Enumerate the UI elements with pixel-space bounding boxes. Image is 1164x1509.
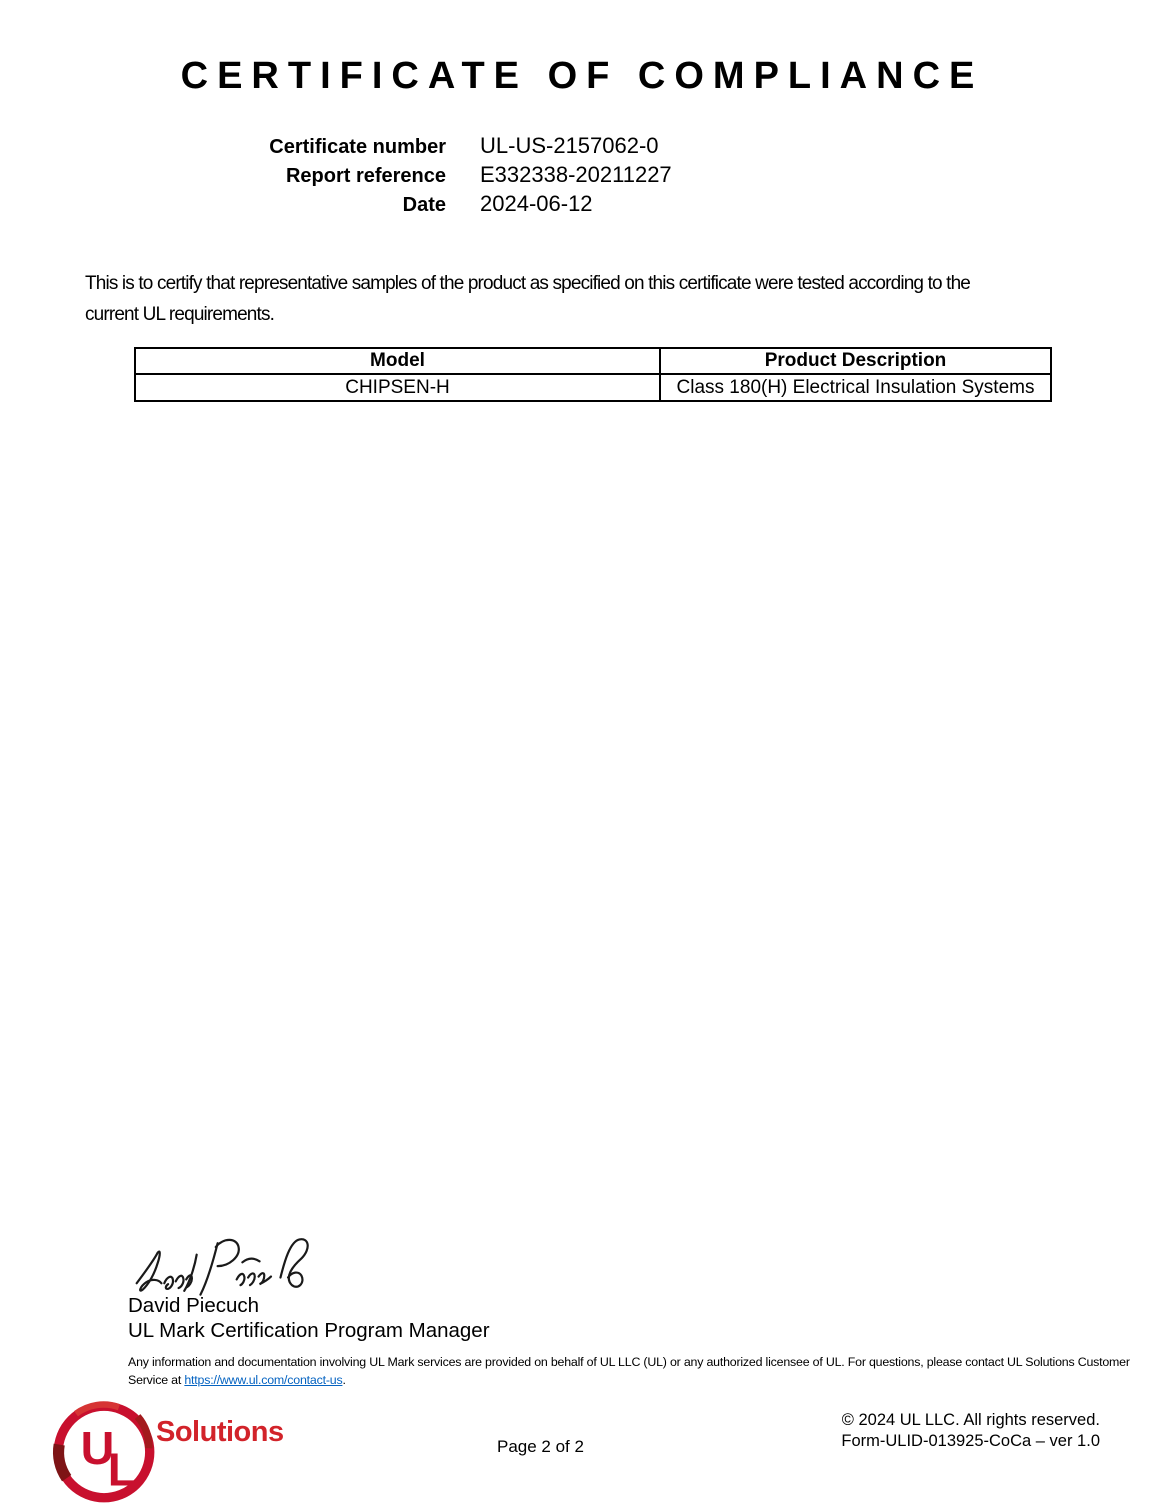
page-title: CERTIFICATE OF COMPLIANCE — [180, 55, 984, 97]
date-label: Date — [402, 194, 446, 216]
signatory-name: David Piecuch — [128, 1294, 260, 1317]
model-cell: CHIPSEN-H — [135, 374, 660, 401]
logo-letter-u: U — [80, 1422, 115, 1475]
meta-row-report-reference — [0, 162, 1164, 191]
certificate-number-value: UL-US-2157062-0 — [480, 133, 659, 158]
report-reference-value: E332338-20211227 — [480, 162, 672, 187]
legal-line1: Any information and documentation involving UL Mark services are provided on behalf of UL LLC (UL) or any authorized licensee of UL. For questions, please contact UL Solutions Customer — [128, 1355, 1130, 1369]
report-reference-label: Report reference — [285, 165, 446, 187]
product-description-column-header: Product Description — [660, 348, 1051, 374]
logo-wordmark: Solutions — [156, 1416, 284, 1448]
certificate-number-label: Certificate number — [269, 136, 446, 158]
page-number: Page 2 of 2 — [497, 1437, 584, 1456]
table-header-row — [135, 348, 1051, 374]
copyright-block — [841, 1410, 1100, 1451]
legal-line2-prefix: Service at — [128, 1372, 185, 1387]
copyright-text: © 2024 UL LLC. All rights reserved. — [841, 1411, 1100, 1429]
legal-disclaimer — [128, 1354, 1130, 1389]
product-table — [134, 347, 1052, 402]
table-row — [135, 374, 1051, 401]
form-version-text: Form-ULID-013925-CoCa – ver 1.0 — [841, 1431, 1100, 1450]
meta-row-certificate-number — [0, 133, 1164, 162]
meta-row-date — [0, 191, 1164, 220]
legal-line2 — [128, 1372, 1130, 1390]
contact-link[interactable]: https://www.ul.com/contact-us — [184, 1372, 343, 1387]
signatory-title: UL Mark Certification Program Manager — [128, 1319, 490, 1342]
certificate-meta — [0, 133, 1164, 220]
certification-statement-line1: This is to certify that representative samples of the product as specified on this certificate were tested according to the — [85, 273, 971, 294]
ul-solutions-logo-icon — [48, 1396, 160, 1508]
certification-statement-line2: current UL requirements. — [85, 304, 275, 325]
logo-letter-l: L — [107, 1443, 137, 1496]
legal-line2-suffix: . — [342, 1372, 346, 1387]
product-description-cell: Class 180(H) Electrical Insulation Systems — [660, 374, 1051, 401]
model-column-header: Model — [135, 348, 660, 374]
date-value: 2024-06-12 — [480, 191, 593, 216]
certification-statement — [85, 268, 970, 330]
